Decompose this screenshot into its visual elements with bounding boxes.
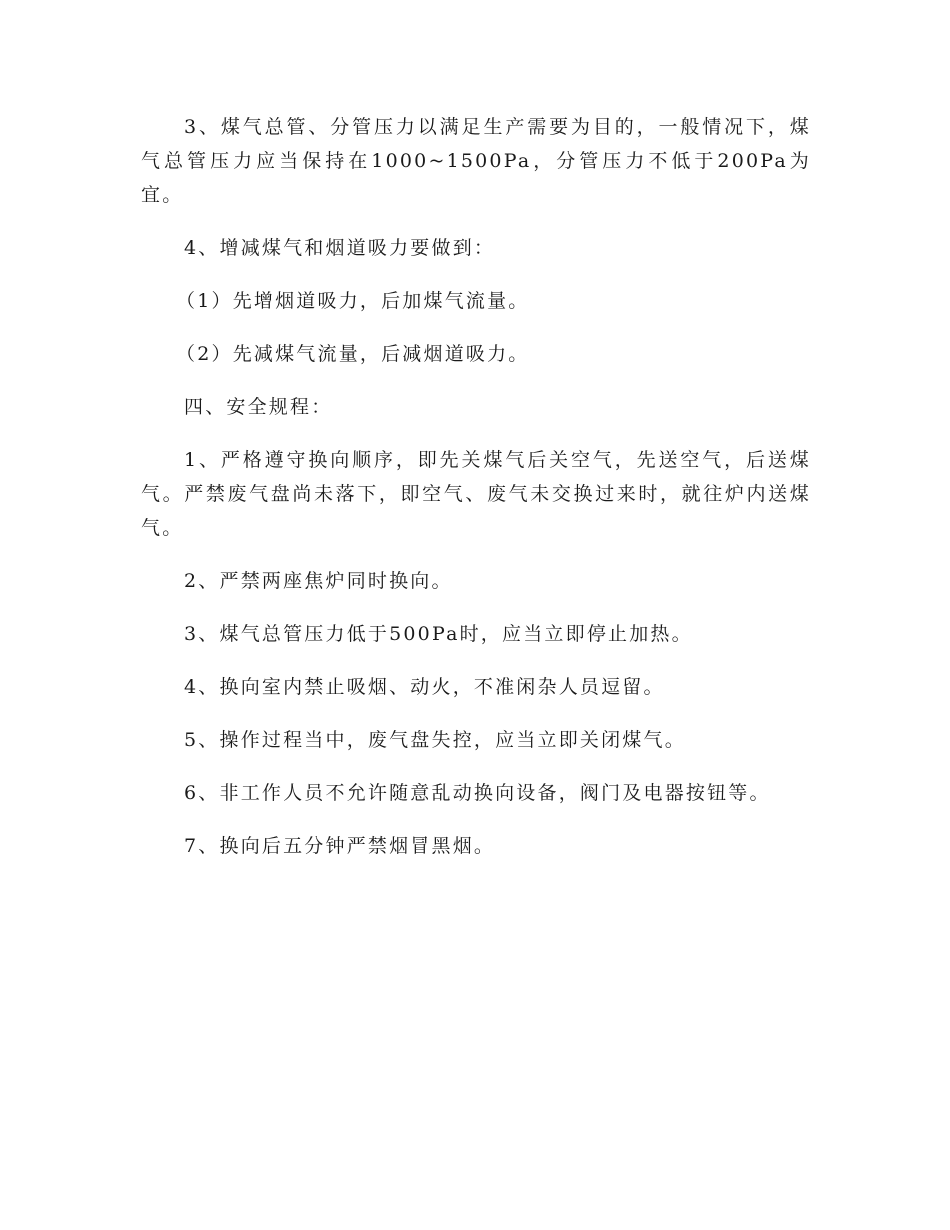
section-heading-safety-rules: 四、安全规程： <box>184 396 333 418</box>
rule-item-1: 1、严格遵守换向顺序，即先关煤气后关空气，先送空气，后送煤气。严禁废气盘尚未落下，即空气、废气未交换过来时，就往炉内送煤气。 <box>141 449 811 539</box>
rule-item-2: 2、严禁两座焦炉同时换向。 <box>184 570 453 592</box>
paragraph-adjust-gas-suction: 4、增减煤气和烟道吸力要做到： <box>184 237 496 259</box>
rule-item-7: 7、换向后五分钟严禁烟冒黑烟。 <box>184 835 496 857</box>
rule-item-5: 5、操作过程当中，废气盘失控，应当立即关闭煤气。 <box>184 729 686 751</box>
document-body <box>141 110 811 882</box>
rule-item-4: 4、换向室内禁止吸烟、动火，不准闲杂人员逗留。 <box>184 676 665 698</box>
list-item-increase: （1）先增烟道吸力，后加煤气流量。 <box>176 290 530 312</box>
list-item-decrease: （2）先减煤气流量，后减烟道吸力。 <box>176 343 530 365</box>
rule-item-3: 3、煤气总管压力低于500Pa时，应当立即停止加热。 <box>184 623 693 645</box>
rule-item-6: 6、非工作人员不允许随意乱动换向设备，阀门及电器按钮等。 <box>184 782 771 804</box>
paragraph-gas-pressure: 3、煤气总管、分管压力以满足生产需要为目的，一般情况下，煤气总管压力应当保持在1000~1500Pa，分管压力不低于200Pa为宜。 <box>141 116 811 206</box>
